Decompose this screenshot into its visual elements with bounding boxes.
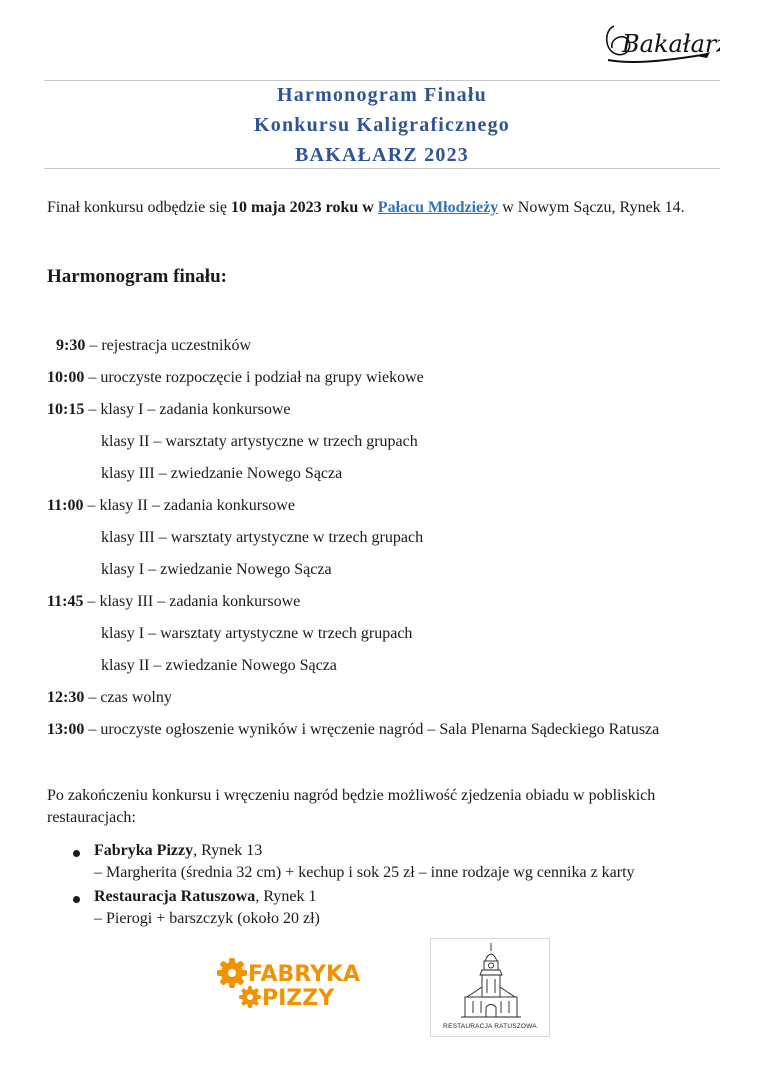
restaurant-item [94,842,262,860]
schedule-row [47,689,172,707]
schedule-text: klasy III – warsztaty artystyczne w trzech grupach [101,529,424,546]
palac-mlodziezy-link[interactable]: Pałacu Młodzieży [377,199,499,216]
lunch-note: Po zakończeniu konkursu i wręczeniu nagród będzie możliwość zjedzenia obiadu w pobliskich restauracjach: [47,787,656,826]
schedule-time: 12:30 [47,689,85,706]
schedule-text: klasy I – warsztaty artystyczne w trzech grupach [101,625,413,642]
schedule-row [47,497,295,515]
schedule-time: 9:30 [56,337,86,354]
fabryka-pizzy-logo [214,955,364,1015]
schedule-text: klasy III – zwiedzanie Nowego Sącza [101,465,343,482]
intro-text-1: Finał konkursu odbędzie się [47,199,231,216]
title-line-3: BAKAŁARZ 2023 [295,144,469,166]
schedule-row [47,401,291,419]
schedule-row [101,625,412,643]
schedule-text: – uroczyste ogłoszenie wyników i wręczenie nagród – Sala Plenarna Sądeckiego Ratusza [84,721,660,738]
schedule-time: 11:45 [47,593,84,610]
intro-date: 10 maja 2023 roku w [230,199,378,216]
schedule-time: 10:15 [47,401,85,418]
restaurant-name: Restauracja Ratuszowa [94,888,256,905]
bakalarz-logo [600,14,720,74]
schedule-time: 11:00 [47,497,84,514]
schedule-row [47,369,424,387]
schedule-text: klasy II – warsztaty artystyczne w trzech grupach [101,433,418,450]
bullet-dot [73,850,80,857]
schedule-heading: Harmonogram finału: [47,266,227,287]
restaurant-item [94,888,316,906]
schedule-time: 10:00 [47,369,85,386]
schedule-text: klasy II – zwiedzanie Nowego Sącza [101,657,337,674]
header-bottom-rule [44,168,720,169]
schedule-text: – rejestracja uczestników [85,337,252,354]
restaurant-name: Fabryka Pizzy [94,842,194,859]
restaurant-address: , Rynek 13 [193,842,263,859]
fabryka-pizzy-logo-graphic [214,955,364,1015]
schedule-text: klasy I – zwiedzanie Nowego Sącza [101,561,332,578]
schedule-text: – czas wolny [84,689,172,706]
title-line-1: Harmonogram Finału [277,84,487,106]
restaurant-detail: – Pierogi + barszczyk (około 20 zł) [94,910,320,927]
schedule-row [56,337,251,355]
schedule-time: 13:00 [47,721,85,738]
fabryka-logo-line1: FABRYKA [248,962,361,987]
schedule-row [101,657,337,675]
restaurant-detail: – Margherita (średnia 32 cm) + kechup i sok 25 zł – inne rodzaje wg cennika z karty [94,864,635,881]
schedule-text: – klasy II – zadania konkursowe [83,497,295,514]
intro-paragraph [47,199,685,217]
schedule-text: – klasy III – zadania konkursowe [83,593,301,610]
schedule-text: – uroczyste rozpoczęcie i podział na grupy wiekowe [84,369,424,386]
schedule-row [101,465,342,483]
town-hall-tower-icon [431,939,549,1023]
ratusz-logo-caption: RESTAURACJA RATUSZOWA [443,1023,537,1030]
bakalarz-logo-text: Bakałarz [622,30,720,58]
schedule-text: – klasy I – zadania konkursowe [84,401,291,418]
schedule-row [47,721,659,739]
restaurant-address: , Rynek 1 [255,888,317,905]
bakalarz-logo-graphic [600,14,720,74]
restauracja-ratuszowa-logo [430,938,550,1037]
header-top-rule [44,80,720,81]
schedule-row [101,433,418,451]
schedule-row [101,561,332,579]
bullet-dot [73,896,80,903]
schedule-row [101,529,423,547]
schedule-row [47,593,300,611]
intro-text-2: w Nowym Sączu, Rynek 14. [498,199,685,216]
title-line-2: Konkursu Kaligraficznego [253,114,511,136]
fabryka-logo-line2: PIZZY [262,986,335,1011]
